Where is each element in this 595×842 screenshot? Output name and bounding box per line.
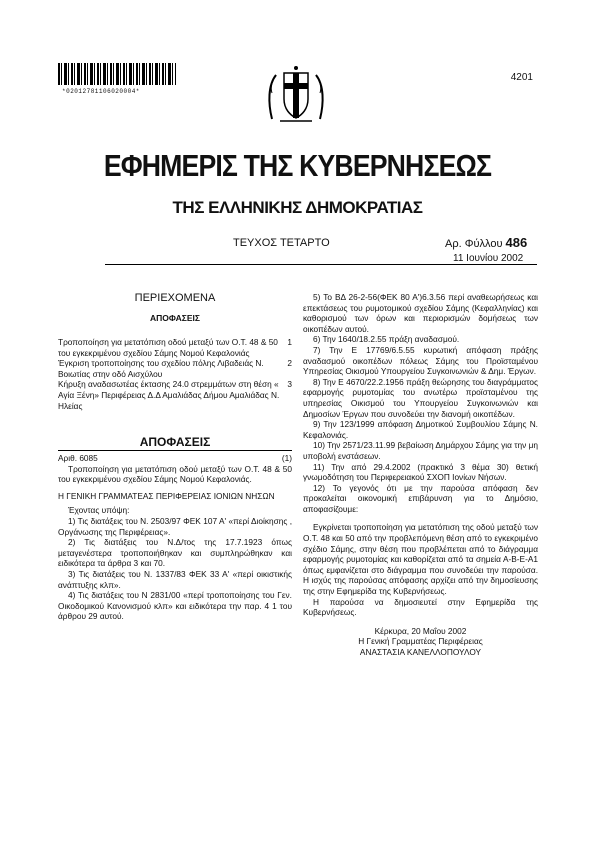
toc-item[interactable] (58, 337, 292, 358)
decision-text: Εγκρίνεται τροποποίηση για μετατόπιση της οδού μεταξύ των Ο.Τ. 48 και 50 από την προβλεπόμενη θέση από το εγκεκριμένο σχέδιο Σάμης, στην θέση που προβλέπεται από το διάγραμμα εφαρμογής ρυμοτομίας και καθορίζεται από τα σημεία Α-Β-Ε-Α1 όπως εμφανίζεται στο διάγραμμα που συνοδεύει την παρούσα. Η ισχύς της παρούσας απόφασης αρχίζει από την δημοσίευσης της στην Εφημερίδα της Κυβερνήσεως. (303, 522, 538, 597)
decision-left-column (58, 453, 292, 622)
sheet-number (445, 235, 527, 250)
decision-authority: Η ΓΕΝΙΚΗ ΓΡΑΜΜΑΤΕΑΣ ΠΕΡΙΦΕΡΕΙΑΣ ΙΟΝΙΩΝ ΝΗΣΩΝ (58, 490, 275, 501)
decisions-heading: ΑΠΟΦΑΣΕΙΣ (139, 435, 211, 449)
barcode-number: *02012781106020004* (62, 88, 140, 95)
toc-item[interactable] (58, 379, 292, 411)
gazette-subtitle: ΤΗΣ ΕΛΛΗΝΙΚΗΣ ΔΗΜΟΚΡΑΤΙΑΣ (172, 198, 423, 217)
decisions-divider (58, 450, 292, 451)
signature-place-date: Κέρκυρα, 20 Μαΐου 2002 (374, 625, 467, 636)
considering-label: Έχοντας υπόψη: (68, 505, 130, 516)
consideration-item: 10) Την 2571/23.11.99 βεβαίωση Δημάρχου Σάμης για την μη υποβολή ενστάσεων. (303, 440, 538, 461)
signature-name: ΑΝΑΣΤΑΣΙΑ ΚΑΝΕΛΛΟΠΟΥΛΟΥ (359, 647, 482, 657)
issue-type: ΤΕΥΧΟΣ ΤΕΤΑΡΤΟ (233, 237, 330, 249)
consideration-item: 7) Την Ε 17769/6.5.55 κυρωτική απόφαση πράξης αναδασμού οικοπέδων πόλεως Σάμης του Προϊσταμένου Υπηρεσίας Οικισμού Υπουργείου Συγκοινωνιών & Δημ. Έργων. (303, 344, 538, 377)
greek-coat-of-arms-icon (266, 63, 326, 125)
consideration-item: 11) Την από 29.4.2002 (πρακτικό 3 θέμα 30) θετική γνωμοδότηση του Περιφερειακού ΣΧΟΠ Ιονίων Νήσων. (303, 461, 538, 483)
consideration-item: 1) Τις διατάξεις του Ν. 2503/97 ΦΕΚ 107 Α' «περί Διοίκησης , Οργάνωσης της Περιφέρειας». (58, 515, 292, 537)
publication-note: Η παρούσα να δημοσιευτεί στην Εφημερίδα της Κυβερνήσεως. (303, 596, 538, 618)
consideration-item: 3) Τις διατάξεις του Ν. 1337/83 ΦΕΚ 33 Α' «περί οικιστικής ανάπτυξης κλπ». (58, 568, 292, 590)
decision-subject: Τροποποίηση για μετατόπιση οδού μεταξύ των Ο.Τ. 48 & 50 του εγκεκριμένου σχεδίου Σάμης Νομού Κεφαλονιάς. (58, 463, 292, 485)
page-number: 4201 (510, 72, 533, 83)
decision-ref-number: Αριθ. 6085 (58, 453, 98, 463)
consideration-item: 6) Την 1640/18.2.55 πράξη αναδασμού. (313, 334, 460, 345)
toc-item-page: 1 (287, 337, 292, 347)
toc-item-text: Έγκριση τροποποίησης του σχεδίου πόλης Λιβαδειάς Ν. Βοιωτίας στην οδό Αισχύλου (58, 358, 264, 379)
consideration-item: 2) Τις διατάξεις του Ν.Δ/τος της 17.7.1923 όπως μεταγενέστερα τροποποιήθηκαν και συμπληρώθηκαν και ειδικότερα τα άρθρα 3 και 70. (58, 537, 292, 569)
consideration-item: 12) Το γεγονός ότι με την παρούσα απόφαση δεν προκαλείται οικονομική επιβάρυνση για το Δημόσιο, αποφασίζουμε: (303, 482, 538, 514)
toc-heading: ΠΕΡΙΕΧΟΜΕΝΑ (134, 292, 216, 304)
gazette-title: ΕΦΗΜΕΡΙΣ ΤΗΣ ΚΥΒΕΡΝΗΣΕΩΣ (103, 148, 492, 183)
toc-item-text: Τροποποίηση για μετατόπιση οδού μεταξύ των Ο.Τ. 48 & 50 του εγκεκριμένου σχεδίου Σάμης Νομού Κεφαλονιάς (58, 337, 278, 358)
toc-item-page: 2 (287, 358, 292, 369)
toc-item-page: 3 (287, 379, 292, 390)
decision-reference (58, 453, 292, 464)
toc-subheading: ΑΠΟΦΑΣΕΙΣ (149, 313, 200, 323)
issue-date: 11 Ιουνίου 2002 (453, 253, 524, 264)
consideration-item: 5) Το ΒΔ 26-2-56(ΦΕΚ 80 Α')6.3.56 περί αναθεωρήσεως και επεκτάσεως του ρυμοτομικού σχεδίου Σάμης (Κεφαλληνίας) και καθορισμού των όρων και περιορισμών δομήσεως των οικοπέδων αυτού. (303, 292, 538, 334)
consideration-item: 8) Την Ε 4670/22.2.1956 πράξη θεώρησης του διαγράμματος εφαρμογής ρυμοτομίας του ανωτέρω προϊσταμένου της υπηρεσίας Οικισμού του Υπουργείου Συγκοινωνιών και Δημοσίων Έργων που συνοδεύει την διανομή οικοπέδων. (303, 376, 538, 419)
toc-item-text: Κήρυξη αναδασωτέας έκτασης 24.0 στρεμμάτων στη θέση « Αγία Ξένη» Περιφέρειας Δ.Δ Αμαλιάδας Δήμου Αμαλιάδας Ν. Ηλείας (58, 379, 280, 411)
header-divider (105, 264, 537, 265)
sheet-label: Αρ. Φύλλου (445, 238, 503, 250)
decision-right-column (303, 292, 538, 658)
toc-list (58, 337, 292, 411)
toc-item[interactable] (58, 358, 292, 379)
signature-title: Η Γενική Γραμματέας Περιφέρειας (358, 636, 483, 647)
consideration-item: 4) Τις διατάξεις του Ν 2831/00 «περί τροποποίησης του Γεν. Οικοδομικού Κανονισμού κλπ» και ειδικότερα την παρ. 4 1 του άρθρου 29 αυτού. (58, 590, 292, 622)
sheet-value: 486 (505, 235, 528, 250)
consideration-item: 9) Την 123/1999 απόφαση Δημοτικού Συμβουλίου Σάμης Ν. Κεφαλονιάς. (303, 419, 538, 440)
decision-ref-mark: (1) (281, 453, 292, 463)
